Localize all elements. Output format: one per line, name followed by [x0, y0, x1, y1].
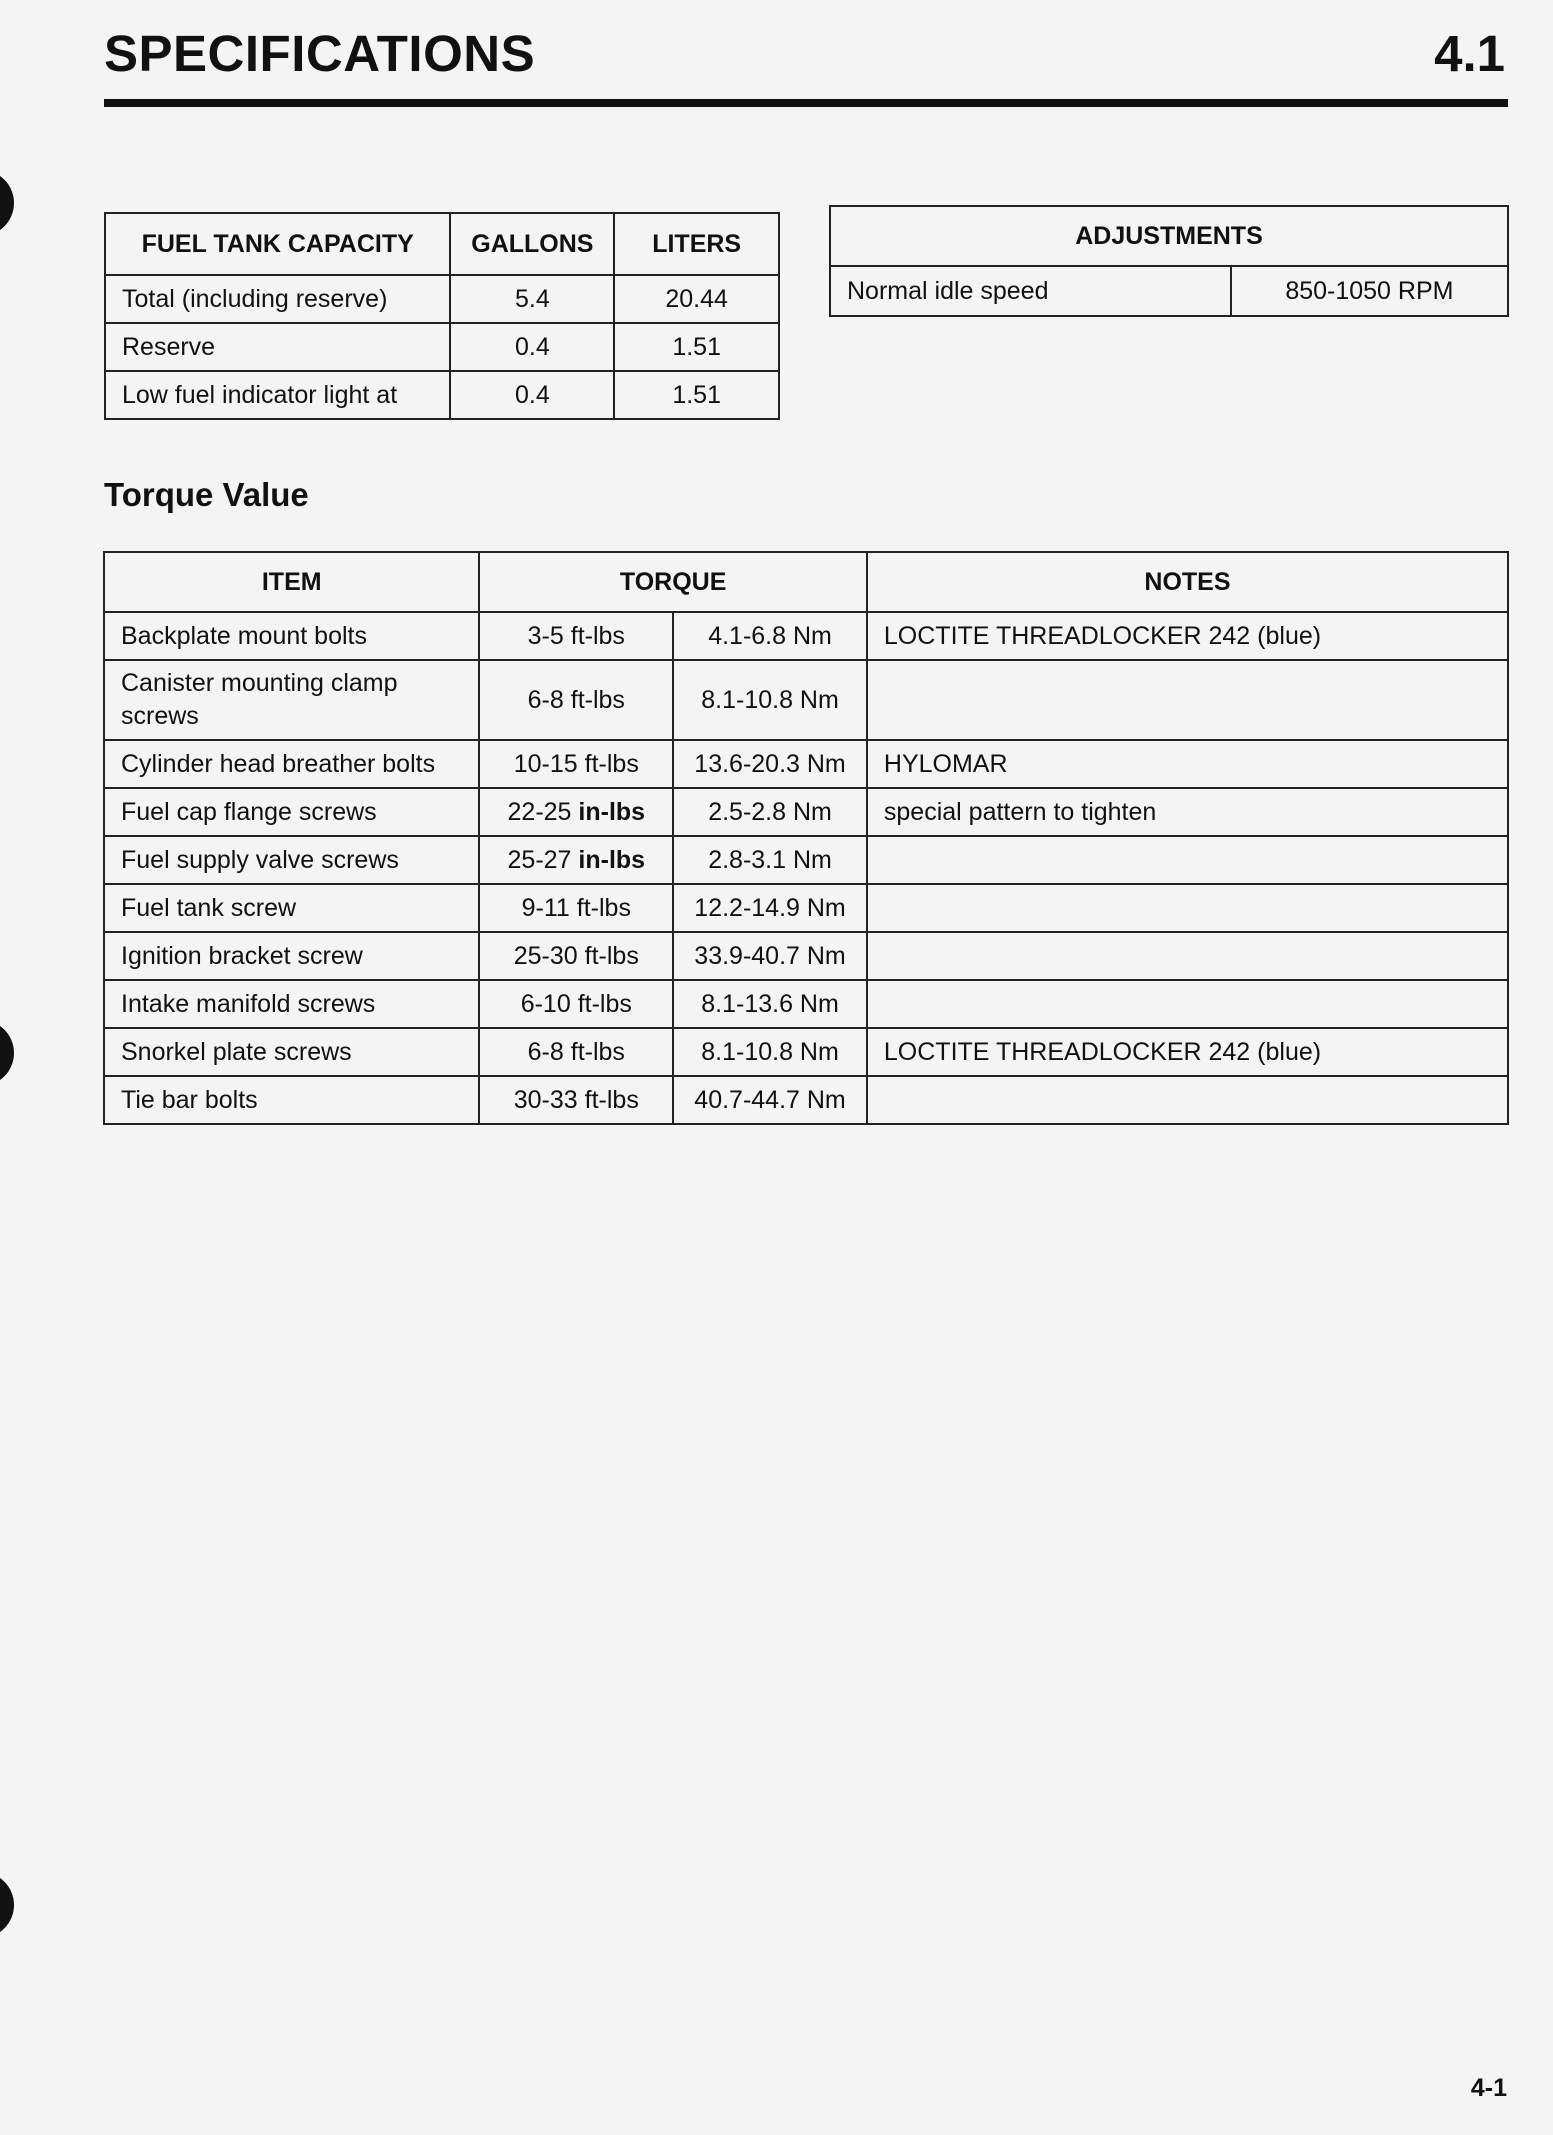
- item-name: Tie bar bolts: [104, 1076, 479, 1124]
- binder-hole: [0, 1872, 14, 1938]
- table-row: [830, 266, 1508, 316]
- table-header-row: [830, 206, 1508, 266]
- torque-unit: in-lbs: [578, 797, 646, 826]
- torque-value: 9-11: [521, 893, 570, 922]
- torque-metric: 12.2-14.9 Nm: [673, 884, 867, 932]
- header-rule: [104, 99, 1508, 107]
- column-header: FUEL TANK CAPACITY: [105, 213, 450, 275]
- torque-unit: ft-lbs: [584, 749, 639, 778]
- page-title: SPECIFICATIONS: [104, 25, 536, 82]
- torque-value: 10-15: [513, 749, 578, 778]
- notes: [867, 884, 1508, 932]
- torque-value-table: [103, 551, 1509, 1125]
- table-row: [104, 612, 1508, 660]
- torque-value: 6-8: [527, 1037, 564, 1066]
- torque-unit: ft-lbs: [576, 893, 631, 922]
- torque-metric: 8.1-13.6 Nm: [673, 980, 867, 1028]
- torque-unit: ft-lbs: [584, 941, 639, 970]
- notes: [867, 660, 1508, 740]
- torque-value: 6-10: [520, 989, 571, 1018]
- page-number: 4-1: [1470, 2074, 1507, 2102]
- torque-imperial: [479, 1028, 673, 1076]
- column-header: TORQUE: [479, 552, 866, 612]
- table-row: [104, 884, 1508, 932]
- row-label: Total (including reserve): [105, 275, 450, 323]
- liters-value: 1.51: [614, 371, 779, 419]
- column-header: ITEM: [104, 552, 479, 612]
- notes: [867, 932, 1508, 980]
- item-name: Fuel tank screw: [104, 884, 479, 932]
- torque-unit: ft-lbs: [570, 685, 625, 714]
- torque-unit: ft-lbs: [577, 989, 632, 1018]
- table-row: [104, 932, 1508, 980]
- row-label: Normal idle speed: [830, 266, 1231, 316]
- torque-imperial: [479, 660, 673, 740]
- torque-metric: 2.8-3.1 Nm: [673, 836, 867, 884]
- notes: HYLOMAR: [867, 740, 1508, 788]
- row-label: Low fuel indicator light at: [105, 371, 450, 419]
- item-name: Intake manifold screws: [104, 980, 479, 1028]
- torque-value: 30-33: [513, 1085, 578, 1114]
- torque-metric: 2.5-2.8 Nm: [673, 788, 867, 836]
- item-name: Cylinder head breather bolts: [104, 740, 479, 788]
- torque-imperial: [479, 1076, 673, 1124]
- table-row: [104, 1076, 1508, 1124]
- table-row: [104, 660, 1508, 740]
- column-header: GALLONS: [450, 213, 614, 275]
- torque-metric: 4.1-6.8 Nm: [673, 612, 867, 660]
- adjustments-table: [829, 205, 1509, 317]
- fuel-tank-capacity-table: [104, 212, 780, 420]
- item-name: Fuel cap flange screws: [104, 788, 479, 836]
- binder-hole: [0, 170, 14, 236]
- table-row: [104, 836, 1508, 884]
- section-number: 4.1: [1434, 25, 1505, 82]
- liters-value: 20.44: [614, 275, 779, 323]
- gallons-value: 0.4: [450, 371, 614, 419]
- torque-unit: ft-lbs: [570, 621, 625, 650]
- torque-metric: 13.6-20.3 Nm: [673, 740, 867, 788]
- torque-value: 6-8: [527, 685, 564, 714]
- column-header: ADJUSTMENTS: [830, 206, 1508, 266]
- table-row: [105, 275, 779, 323]
- torque-metric: 40.7-44.7 Nm: [673, 1076, 867, 1124]
- torque-unit: ft-lbs: [570, 1037, 625, 1066]
- notes: special pattern to tighten: [867, 788, 1508, 836]
- binder-hole: [0, 1020, 14, 1086]
- notes: LOCTITE THREADLOCKER 242 (blue): [867, 612, 1508, 660]
- table-row: [105, 323, 779, 371]
- table-row: [105, 371, 779, 419]
- table-header-row: [105, 213, 779, 275]
- section-title: Torque Value: [104, 476, 309, 513]
- torque-imperial: [479, 612, 673, 660]
- table-row: [104, 740, 1508, 788]
- torque-metric: 8.1-10.8 Nm: [673, 660, 867, 740]
- notes: LOCTITE THREADLOCKER 242 (blue): [867, 1028, 1508, 1076]
- torque-imperial: [479, 932, 673, 980]
- torque-imperial: [479, 740, 673, 788]
- item-name: Ignition bracket screw: [104, 932, 479, 980]
- table-row: [104, 1028, 1508, 1076]
- torque-imperial: [479, 836, 673, 884]
- torque-metric: 8.1-10.8 Nm: [673, 1028, 867, 1076]
- notes: [867, 1076, 1508, 1124]
- row-label: Reserve: [105, 323, 450, 371]
- torque-imperial: [479, 788, 673, 836]
- column-header: NOTES: [867, 552, 1508, 612]
- table-header-row: [104, 552, 1508, 612]
- item-name: Canister mounting clamp screws: [104, 660, 479, 740]
- column-header: LITERS: [614, 213, 779, 275]
- torque-value: 22-25: [507, 797, 572, 826]
- torque-unit: ft-lbs: [584, 1085, 639, 1114]
- gallons-value: 5.4: [450, 275, 614, 323]
- torque-value: 25-27: [507, 845, 572, 874]
- table-row: [104, 980, 1508, 1028]
- torque-unit: in-lbs: [578, 845, 646, 874]
- item-name: Fuel supply valve screws: [104, 836, 479, 884]
- table-row: [104, 788, 1508, 836]
- torque-imperial: [479, 980, 673, 1028]
- torque-imperial: [479, 884, 673, 932]
- notes: [867, 836, 1508, 884]
- item-name: Snorkel plate screws: [104, 1028, 479, 1076]
- torque-value: 25-30: [513, 941, 578, 970]
- torque-metric: 33.9-40.7 Nm: [673, 932, 867, 980]
- notes: [867, 980, 1508, 1028]
- gallons-value: 0.4: [450, 323, 614, 371]
- item-name: Backplate mount bolts: [104, 612, 479, 660]
- torque-value: 3-5: [527, 621, 564, 650]
- adjustment-value: 850-1050 RPM: [1231, 266, 1508, 316]
- liters-value: 1.51: [614, 323, 779, 371]
